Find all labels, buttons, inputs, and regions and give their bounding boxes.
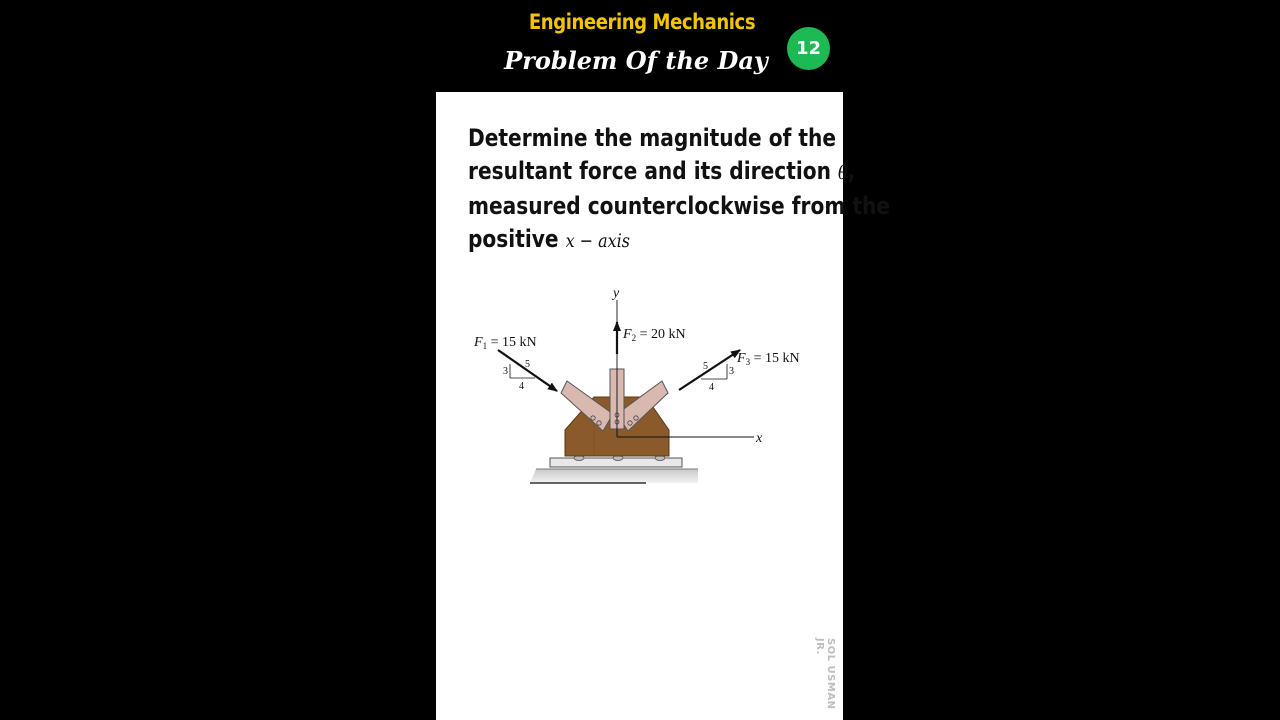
f2-label: $F_2 = 20$ kN: [623, 327, 686, 343]
header-subtitle: Problem Of the Day: [504, 46, 768, 75]
problem-line-1: Determine the magnitude of the: [468, 124, 837, 152]
problem-line-2: resultant force and its direction θ,: [468, 157, 856, 185]
svg-text:3: 3: [503, 366, 508, 377]
x-axis-label: x: [756, 431, 763, 446]
problem-line-4: positive x − axis: [468, 225, 630, 253]
f3-label: $F_3 = 15$ kN: [737, 351, 800, 367]
svg-text:4: 4: [519, 381, 524, 392]
f1-label: $F_1 = 15$ kN: [474, 335, 537, 351]
problem-line-3: measured counterclockwise from the: [468, 192, 891, 220]
svg-text:5: 5: [703, 361, 708, 372]
ground: [530, 469, 698, 483]
svg-text:5: 5: [525, 359, 530, 370]
svg-text:3: 3: [729, 366, 734, 377]
svg-text:4: 4: [709, 382, 714, 393]
header-title: Engineering Mechanics: [528, 10, 756, 34]
watermark: SOL USMAN JR.: [814, 638, 836, 710]
theta-symbol: θ: [837, 162, 848, 184]
force-diagram: [436, 92, 891, 720]
problem-card: [436, 92, 891, 720]
y-axis-label: y: [613, 286, 620, 301]
problem-number-badge: 12: [787, 27, 830, 70]
